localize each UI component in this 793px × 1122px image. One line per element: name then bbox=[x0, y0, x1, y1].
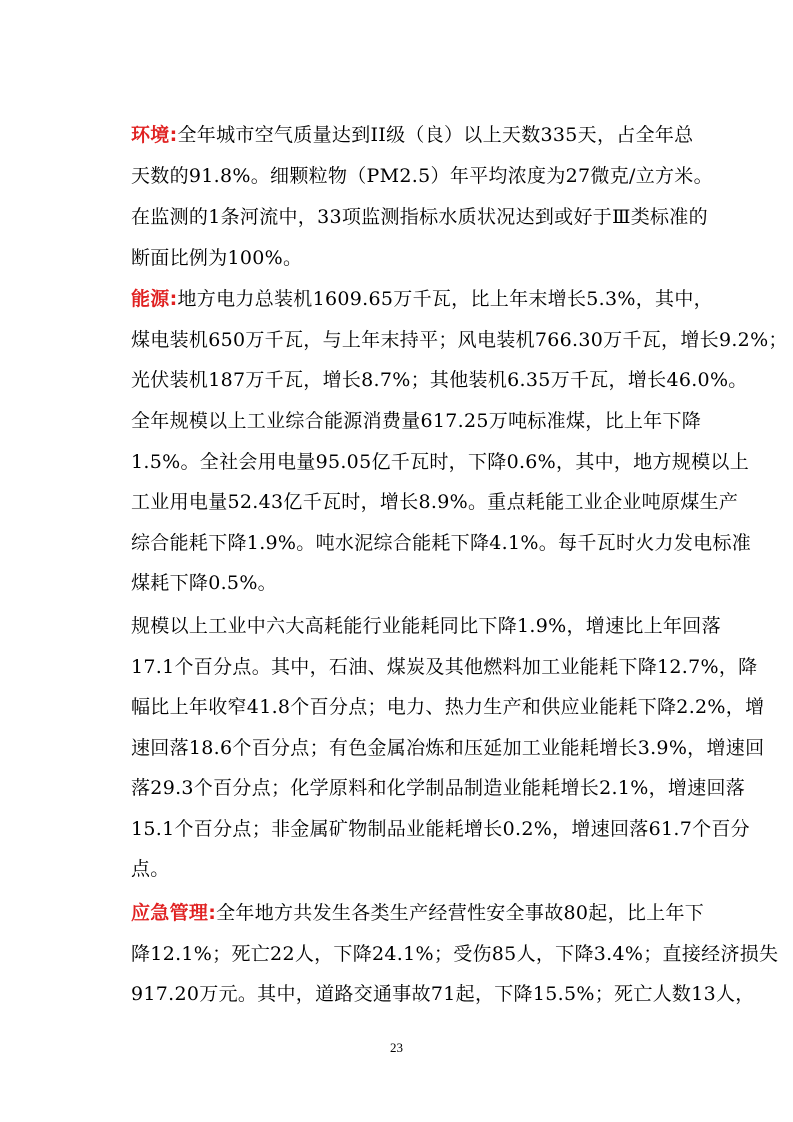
paragraph-text: 全年地方共发生各类生产经营性安全事故80起，比上年下 bbox=[216, 902, 705, 924]
paragraph-line: 1.5%。全社会用电量95.05亿千瓦时，下降0.6%，其中，地方规模以上 bbox=[131, 450, 750, 473]
paragraph-line: 落29.3个百分点；化学原料和化学制品制造业能耗增长2.1%，增速回落 bbox=[131, 777, 746, 799]
paragraph-line: 综合能耗下降1.9%。吨水泥综合能耗下降4.1%。每千瓦时火力发电标准 bbox=[131, 531, 752, 554]
paragraph-line bbox=[131, 279, 713, 320]
paragraph-text: 地方电力总装机1609.65万千瓦，比上年末增长5.3%，其中， bbox=[177, 288, 713, 310]
paragraph-line: 煤电装机650万千瓦，与上年末持平；风电装机766.30万千瓦，增长9.2%； bbox=[131, 328, 788, 351]
paragraph-line: 15.1个百分点；非金属矿物制品业能耗增长0.2%，增速回落61.7个百分 bbox=[131, 817, 750, 840]
paragraph-environment-air bbox=[131, 115, 713, 196]
paragraph-line: 断面比例为100%。 bbox=[131, 246, 303, 269]
paragraph-text: 全年城市空气质量达到II级（良）以上天数335天，占全年总 bbox=[177, 124, 694, 146]
paragraph-line bbox=[131, 893, 705, 934]
paragraph-line: 全年规模以上工业综合能源消费量617.25万吨标准煤，比上年下降 bbox=[131, 410, 702, 432]
paragraph-line: 点。 bbox=[131, 858, 170, 880]
paragraph-energy-capacity bbox=[131, 279, 788, 401]
paragraph-line: 降12.1%；死亡22人，下降24.1%；受伤85人，下降3.4%；直接经济损失 bbox=[131, 942, 779, 965]
paragraph-line: 在监测的1条河流中，33项监测指标水质状况达到或好于Ⅲ类标准的 bbox=[131, 206, 708, 228]
paragraph-line: 煤耗下降0.5%。 bbox=[131, 572, 277, 594]
paragraph-emergency-management bbox=[131, 893, 779, 1015]
page-number: 23 bbox=[390, 1040, 403, 1055]
section-lead-emergency: 应急管理: bbox=[131, 902, 217, 924]
paragraph-energy-consumption bbox=[131, 401, 752, 604]
paragraph-environment-water bbox=[131, 197, 708, 278]
paragraph-line: 17.1个百分点。其中，石油、煤炭及其他燃料加工业能耗下降12.7%，降 bbox=[131, 655, 758, 678]
paragraph-line: 工业用电量52.43亿千瓦时，增长8.9%。重点耗能工业企业吨原煤生产 bbox=[131, 491, 739, 513]
paragraph-line: 917.20万元。其中，道路交通事故71起，下降15.5%；死亡人数13人， bbox=[131, 983, 755, 1005]
paragraph-line: 规模以上工业中六大高耗能行业能耗同比下降1.9%，增速比上年回落 bbox=[131, 615, 721, 637]
paragraph-energy-industries bbox=[131, 606, 765, 890]
section-lead-environment: 环境: bbox=[131, 124, 178, 146]
paragraph-line: 天数的91.8%。细颗粒物（PM2.5）年平均浓度为27微克/立方米。 bbox=[131, 164, 713, 187]
paragraph-line: 幅比上年收窄41.8个百分点；电力、热力生产和供应业能耗下降2.2%，增 bbox=[131, 696, 765, 718]
paragraph-line: 速回落18.6个百分点；有色金属冶炼和压延加工业能耗增长3.9%，增速回 bbox=[131, 736, 765, 759]
paragraph-line bbox=[131, 115, 696, 156]
section-lead-energy: 能源: bbox=[131, 288, 178, 310]
paragraph-line: 光伏装机187万千瓦，增长8.7%；其他装机6.35万千瓦，增长46.0%。 bbox=[131, 369, 748, 391]
